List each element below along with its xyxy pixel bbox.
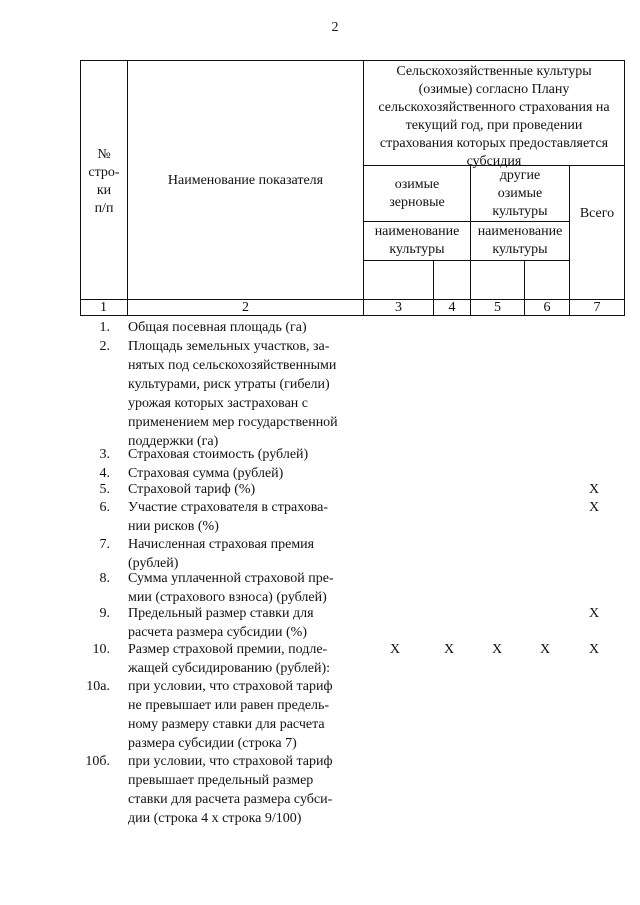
page-number: 2 xyxy=(331,20,339,35)
column-number: 5 xyxy=(494,300,501,315)
mark-x: X xyxy=(539,642,551,657)
row-number: 7. xyxy=(99,537,110,552)
mark-x: X xyxy=(588,482,600,497)
row-text: при условии, что страховой тариф превышает предельный размер ставки для расчета размера субси- дии (строка 4 х строка 9/100) xyxy=(128,754,333,826)
header-crop-group: Сельскохозяйственные культуры (озимые) согласно Плану сельскохозяйственного страхования на текущий год, при проведении страхования которых предоставляется субсидия xyxy=(378,64,610,169)
row-text: Страховая стоимость (рублей) xyxy=(128,447,309,462)
mark-x: X xyxy=(443,642,455,657)
row-text: Размер страховой премии, подле- жащей субсидированию (рублей): xyxy=(128,642,331,676)
row-number: 10б. xyxy=(85,754,110,769)
column-number: 1 xyxy=(100,300,107,315)
row-number: 1. xyxy=(99,320,110,335)
column-number: 4 xyxy=(448,300,456,315)
row-number: 10а. xyxy=(86,679,110,694)
mark-x: X xyxy=(389,642,401,657)
header-crop-name-1: наименование культуры xyxy=(374,224,460,257)
column-number: 6 xyxy=(543,300,551,315)
row-number: 6. xyxy=(99,500,110,515)
row-text: при условии, что страховой тариф не превышает или равен предель- ному размеру ставки для расчета размера субсидии (строка 7) xyxy=(128,679,333,751)
row-number: 5. xyxy=(99,482,110,497)
mark-x: X xyxy=(588,500,600,515)
header-row-number: № стро- ки п/п xyxy=(88,147,120,216)
row-text: Площадь земельных участков, за- нятых под сельскохозяйственными культурами, риск утраты (гибели) урожая которых застрахован с применением мер государственной поддержки (га) xyxy=(128,339,338,449)
mark-x: X xyxy=(491,642,503,657)
row-number: 9. xyxy=(99,606,110,621)
column-number: 7 xyxy=(593,300,601,315)
mark-x: X xyxy=(588,642,600,657)
column-number: 2 xyxy=(242,300,249,315)
header-total: Всего xyxy=(579,206,615,221)
row-text: Участие страхователя в страхова- нии рисков (%) xyxy=(128,500,329,534)
mark-x: X xyxy=(588,606,600,621)
row-text: Страховой тариф (%) xyxy=(128,482,256,497)
row-number: 4. xyxy=(99,466,110,481)
header-winter-grain: озимые зерновые xyxy=(389,177,445,210)
row-text: Общая посевная площадь (га) xyxy=(128,320,307,335)
row-number: 3. xyxy=(99,447,110,462)
header-other-winter: другие озимые культуры xyxy=(492,168,548,219)
row-number: 2. xyxy=(99,339,110,354)
row-number: 10. xyxy=(92,642,110,657)
row-text: Страховая сумма (рублей) xyxy=(128,466,284,481)
row-text: Сумма уплаченной страховой пре- мии (страхового взноса) (рублей) xyxy=(128,571,334,605)
row-number: 8. xyxy=(99,571,110,586)
header-crop-name-2: наименование культуры xyxy=(477,224,563,257)
column-number: 3 xyxy=(395,300,402,315)
header-indicator-name: Наименование показателя xyxy=(167,173,324,188)
row-text: Предельный размер ставки для расчета размера субсидии (%) xyxy=(128,606,314,640)
row-text: Начисленная страховая премия (рублей) xyxy=(128,537,315,571)
